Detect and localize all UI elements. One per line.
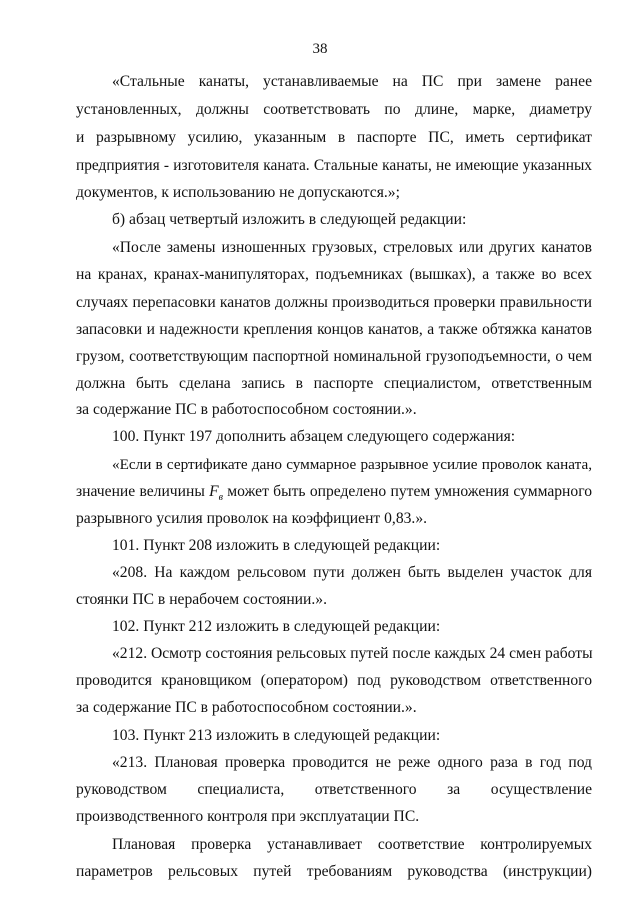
text-line: грузом, соответствующим паспортной номинальной грузоподъемности, о чем bbox=[76, 348, 592, 365]
text-line: за содержание ПС в работоспособном состоянии.». bbox=[76, 699, 417, 716]
text-line: 100. Пункт 197 дополнить абзацем следующего содержания: bbox=[112, 428, 516, 445]
text-line bbox=[76, 482, 592, 502]
text-line: «После замены изношенных грузовых, стреловых или других канатов bbox=[112, 239, 592, 256]
text-line: стоянки ПС в нерабочем состоянии.». bbox=[76, 591, 327, 608]
text-line: производственного контроля при эксплуатации ПС. bbox=[76, 808, 420, 825]
text-line: предприятия - изготовителя каната. Стальные канаты, не имеющие указанных bbox=[76, 157, 592, 174]
text-fragment: может быть определено путем умножения суммарного bbox=[223, 483, 592, 500]
text-line: должна быть сделана запись в паспорте специалистом, ответственным bbox=[76, 375, 592, 392]
text-fragment: значение величины bbox=[76, 483, 210, 500]
text-line: на кранах, кранах-манипуляторах, подъемниках (вышках), а также во всех bbox=[76, 266, 592, 283]
force-subscript: в bbox=[218, 492, 223, 504]
text-line: «208. На каждом рельсовом пути должен быть выделен участок для bbox=[112, 564, 592, 581]
text-line: за содержание ПС в работоспособном состоянии.». bbox=[76, 401, 417, 418]
page-number: 38 bbox=[312, 41, 328, 57]
text-line: установленных, должны соответствовать по длине, марке, диаметру bbox=[76, 101, 592, 118]
text-line: запасовки и надежности крепления концов канатов, а также обтяжка канатов bbox=[76, 321, 592, 338]
text-line: «213. Плановая проверка проводится не реже одного раза в год под bbox=[112, 754, 592, 771]
text-line: документов, к использованию не допускаются.»; bbox=[76, 184, 400, 201]
text-line: 103. Пункт 213 изложить в следующей редакции: bbox=[112, 727, 441, 744]
text-line: проводится крановщиком (оператором) под руководством ответственного bbox=[76, 672, 592, 689]
force-symbol: F bbox=[209, 483, 219, 500]
text-line: случаях перепасовки канатов должны производиться проверки правильности bbox=[76, 294, 592, 311]
text-line: и разрывному усилию, указанным в паспорте ПС, иметь сертификат bbox=[76, 129, 592, 146]
text-line: Плановая проверка устанавливает соответствие контролируемых bbox=[112, 836, 592, 853]
text-line: «Стальные канаты, устанавливаемые на ПС при замене ранее bbox=[112, 73, 592, 90]
text-line: «Если в сертификате дано суммарное разрывное усилие проволок каната, bbox=[112, 456, 592, 473]
text-line: разрывного усилия проволок на коэффициент 0,83.». bbox=[76, 510, 428, 527]
text-line: 101. Пункт 208 изложить в следующей редакции: bbox=[112, 537, 441, 554]
text-line: 102. Пункт 212 изложить в следующей редакции: bbox=[112, 618, 441, 635]
text-line: руководством специалиста, ответственного за осуществление bbox=[76, 781, 592, 798]
text-line: параметров рельсовых путей требованиям руководства (инструкции) bbox=[76, 863, 592, 880]
text-line: «212. Осмотр состояния рельсовых путей после каждых 24 смен работы bbox=[112, 645, 593, 662]
text-line: б) абзац четвертый изложить в следующей редакции: bbox=[112, 211, 467, 228]
